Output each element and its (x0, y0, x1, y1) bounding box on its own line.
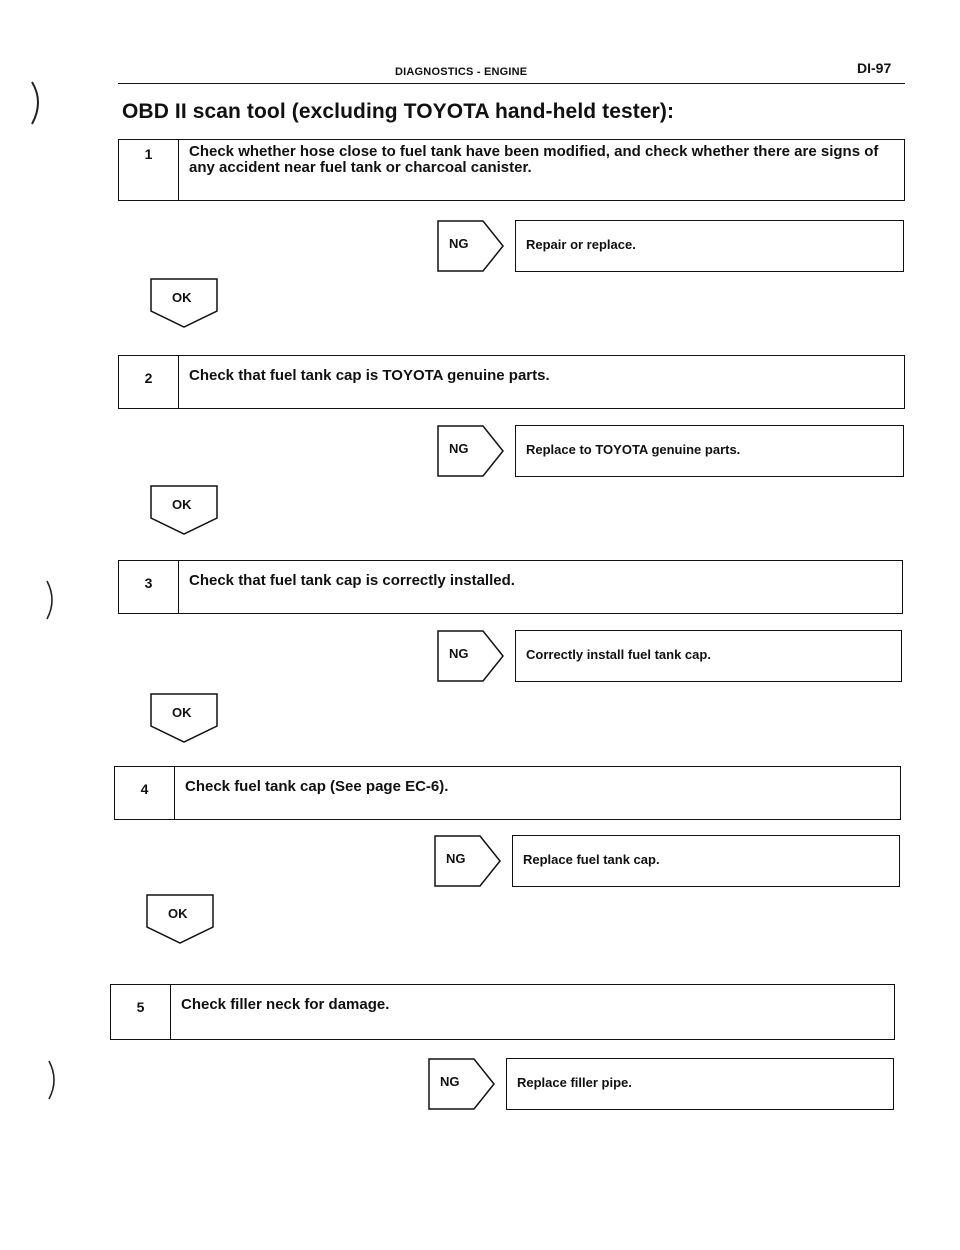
ng-arrow (428, 1058, 506, 1110)
ok-marker (150, 693, 218, 743)
ng-action: Replace to TOYOTA genuine parts. (515, 425, 904, 477)
binding-mark (44, 578, 60, 622)
ng-row (434, 835, 900, 887)
step-number: 2 (119, 356, 179, 408)
step-text: Check filler neck for damage. (181, 996, 390, 1013)
ng-action: Correctly install fuel tank cap. (515, 630, 902, 682)
ng-label: NG (449, 236, 469, 251)
ng-action: Replace filler pipe. (506, 1058, 894, 1110)
step-box (114, 766, 901, 820)
ng-arrow (434, 835, 512, 887)
step-text: Check whether hose close to fuel tank have been modified, and check whether there are signs of any accident near fuel tank or charcoal canister. (189, 143, 879, 176)
ng-arrow (437, 220, 515, 272)
binding-mark (28, 78, 48, 128)
ng-row (428, 1058, 894, 1110)
ng-row (437, 630, 902, 682)
ng-label: NG (440, 1074, 460, 1089)
step-number: 5 (111, 985, 171, 1039)
step-box (118, 355, 905, 409)
step-text: Check that fuel tank cap is TOYOTA genuine parts. (189, 367, 550, 384)
ng-label: NG (449, 441, 469, 456)
ng-label: NG (446, 851, 466, 866)
ng-arrow (437, 425, 515, 477)
ok-label: OK (172, 705, 192, 720)
ok-label: OK (168, 906, 188, 921)
binding-mark (46, 1058, 62, 1102)
ng-row (437, 220, 904, 272)
ng-arrow (437, 630, 515, 682)
step-number: 4 (115, 767, 175, 819)
step-number: 3 (119, 561, 179, 613)
page-number: DI-97 (857, 60, 892, 76)
ok-marker (146, 894, 214, 944)
header-rule (118, 83, 905, 84)
ok-label: OK (172, 290, 192, 305)
section-header: DIAGNOSTICS - ENGINE (395, 66, 528, 78)
ng-row (437, 425, 904, 477)
step-box (110, 984, 895, 1040)
ok-label: OK (172, 497, 192, 512)
step-box (118, 139, 905, 201)
page-title: OBD II scan tool (excluding TOYOTA hand-held tester): (122, 100, 675, 123)
step-text: Check that fuel tank cap is correctly installed. (189, 572, 515, 589)
ng-action: Repair or replace. (515, 220, 904, 272)
step-number: 1 (119, 140, 179, 200)
ng-label: NG (449, 646, 469, 661)
ng-action: Replace fuel tank cap. (512, 835, 900, 887)
ok-marker (150, 485, 218, 535)
step-text: Check fuel tank cap (See page EC-6). (185, 778, 449, 795)
step-box (118, 560, 903, 614)
ok-marker (150, 278, 218, 328)
